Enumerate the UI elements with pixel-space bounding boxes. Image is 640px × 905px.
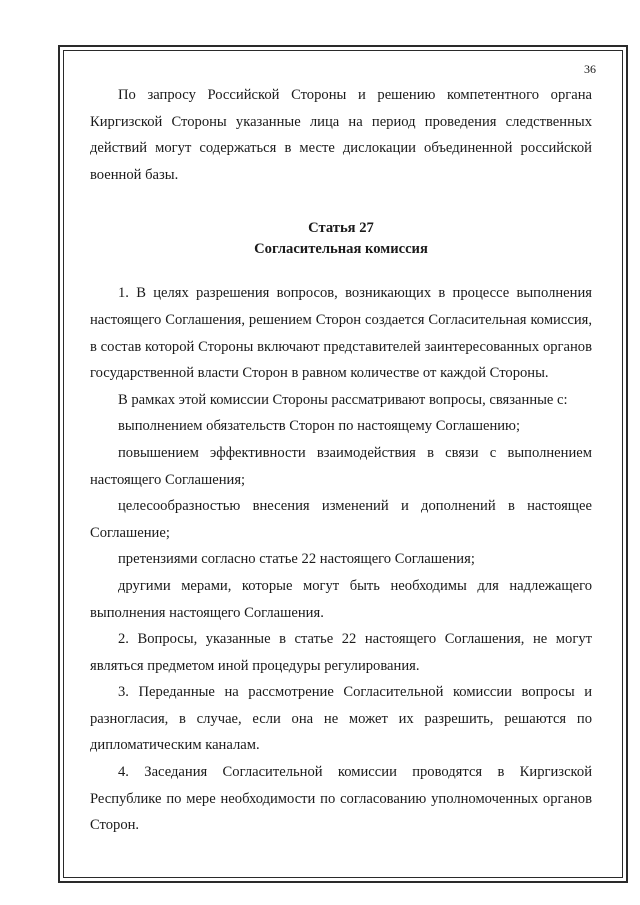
paragraph-2: 2. Вопросы, указанные в статье 22 настоящего Соглашения, не могут являться предметом иной процедуры регулирования. [90, 631, 592, 674]
paragraph-4: 4. Заседания Согласительной комиссии проводятся в Киргизской Республике по мере необходимости по согласованию уполномоченных органов Сторон. [90, 764, 592, 834]
list-item-other-measures: другими мерами, которые могут быть необходимы для надлежащего выполнения настоящего Соглашения. [90, 577, 592, 621]
document-body [90, 82, 592, 839]
intro-paragraph: По запросу Российской Стороны и решению компетентного органа Киргизской Стороны указанные лица на период проведения следственных действий могут содержаться в месте дислокации объединенной российской военной базы. [90, 87, 592, 183]
paragraph-1: 1. В целях разрешения вопросов, возникающих в процессе выполнения настоящего Соглашения, решением Сторон создается Согласительная комиссия, в состав которой Стороны включают представителей заинтересованных органов государственной власти Сторон в равном количестве от каждой Стороны. [90, 285, 592, 382]
list-item-efficiency: повышением эффективности взаимодействия в связи с выполнением настоящего Соглашения; [90, 444, 592, 488]
page-number: 36 [584, 62, 596, 76]
article-title: Согласительная комиссия [254, 241, 428, 258]
article-number: Статья 27 [308, 220, 374, 237]
list-item-claims: претензиями согласно статье 22 настоящего Соглашения; [118, 551, 475, 568]
paragraph-intro-list: В рамках этой комиссии Стороны рассматривают вопросы, связанные с: [118, 391, 568, 408]
paragraph-3: 3. Переданные на рассмотрение Согласительной комиссии вопросы и разногласия, в случае, если она не может их разрешить, решаются по дипломатическим каналам. [90, 684, 592, 754]
list-item-amendments: целесообразностью внесения изменений и дополнений в настоящее Соглашение; [90, 498, 592, 541]
list-item-obligations: выполнением обязательств Сторон по настоящему Соглашению; [118, 418, 521, 435]
